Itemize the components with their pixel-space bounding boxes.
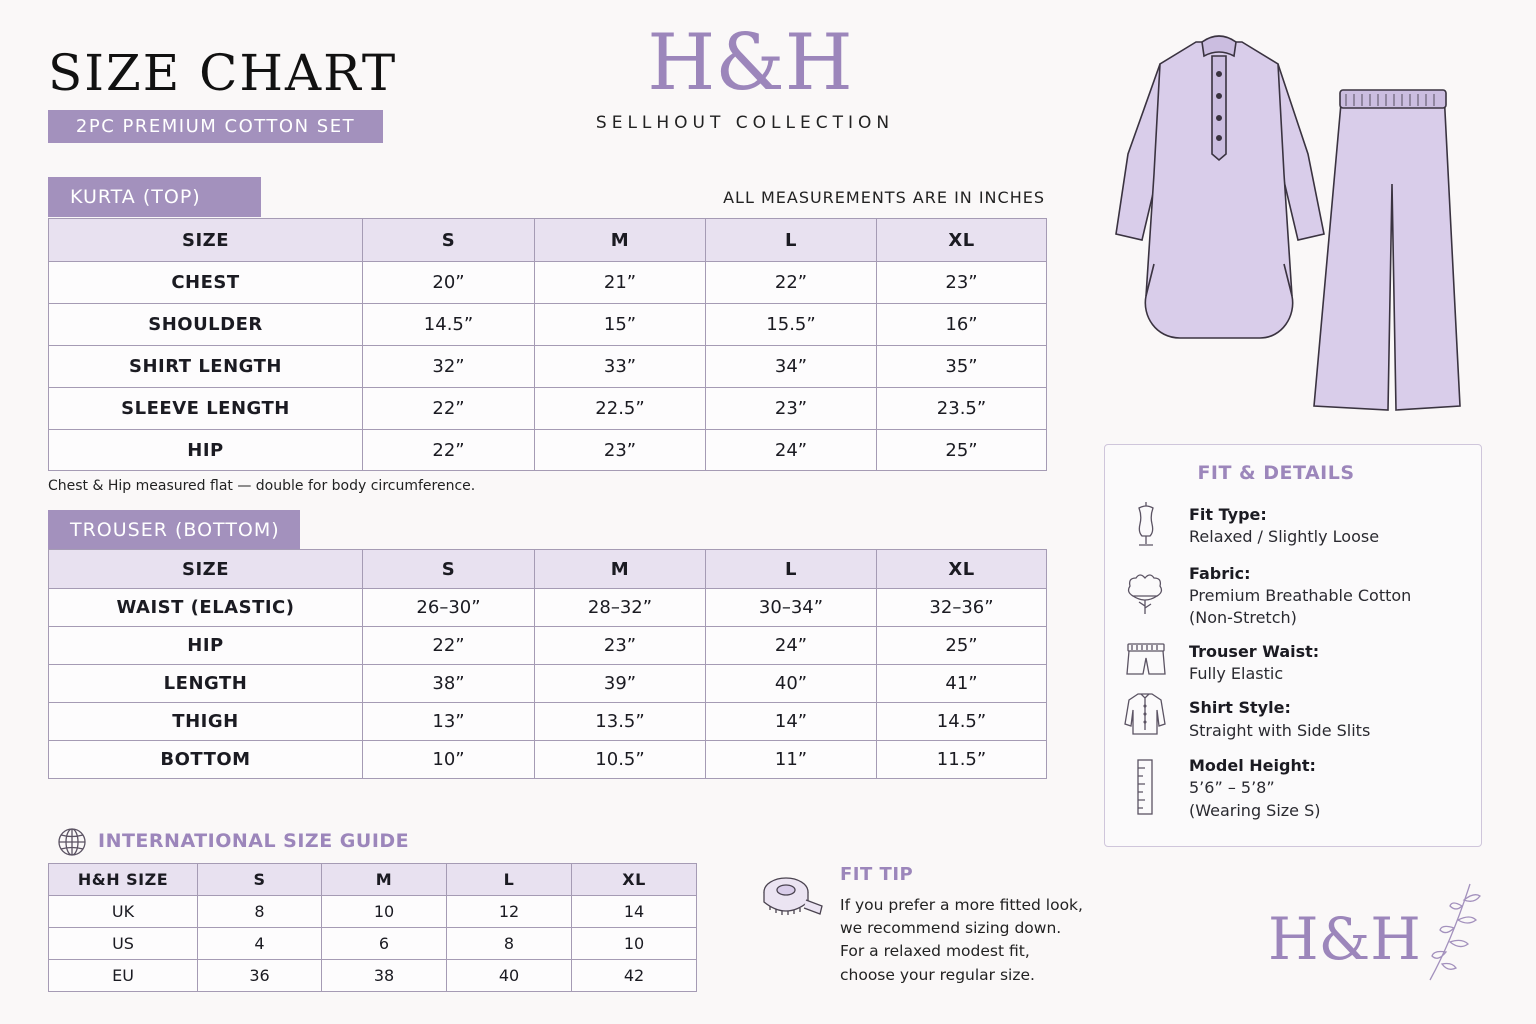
table-cell: 22” [363, 388, 535, 430]
table-cell: 32” [363, 346, 535, 388]
trouser-waist-label: Trouser Waist: [1189, 642, 1320, 661]
trouser-section-tab: TROUSER (BOTTOM) [48, 510, 300, 549]
measuring-tape-icon [760, 870, 826, 922]
row-label: SLEEVE LENGTH [49, 388, 363, 430]
table-cell: 35” [877, 346, 1047, 388]
table-row [49, 703, 1047, 741]
fit-tip-line: we recommend sizing down. [840, 919, 1062, 937]
table-cell: 40” [706, 665, 877, 703]
table-row [49, 896, 697, 928]
shirt-style-label: Shirt Style: [1189, 698, 1291, 717]
table-row [49, 928, 697, 960]
row-label: HIP [49, 627, 363, 665]
cotton-flower-icon [1124, 570, 1166, 618]
row-label: UK [49, 896, 198, 928]
fit-type-value: Relaxed / Slightly Loose [1189, 527, 1380, 546]
column-header: XL [572, 864, 697, 896]
row-label: BOTTOM [49, 741, 363, 779]
table-cell: 24” [706, 430, 877, 471]
table-cell: 10” [363, 741, 535, 779]
table-cell: 12 [447, 896, 572, 928]
column-header: M [535, 550, 706, 589]
brand-logo: H&H [647, 18, 853, 108]
table-cell: 20” [363, 262, 535, 304]
trouser-waist-icon [1124, 636, 1168, 684]
table-row [49, 430, 1047, 471]
table-cell: 22” [706, 262, 877, 304]
table-cell: 36 [198, 960, 322, 992]
table-cell: 11.5” [877, 741, 1047, 779]
units-note: ALL MEASUREMENTS ARE IN INCHES [723, 188, 1045, 207]
kurta-footnote: Chest & Hip measured flat — double for body circumference. [48, 478, 476, 494]
table-cell: 42 [572, 960, 697, 992]
model-height-label: Model Height: [1189, 756, 1316, 775]
ruler-icon [1128, 758, 1164, 816]
table-cell: 41” [877, 665, 1047, 703]
table-row [49, 665, 1047, 703]
model-height-value: 5’6” – 5’8” [1189, 778, 1275, 797]
table-cell: 23” [535, 430, 706, 471]
fit-tip-line: For a relaxed modest fit, [840, 942, 1030, 960]
row-label: WAIST (ELASTIC) [49, 589, 363, 627]
table-row [49, 960, 697, 992]
column-header: SIZE [49, 550, 363, 589]
table-cell: 33” [535, 346, 706, 388]
column-header: L [706, 550, 877, 589]
column-header: L [706, 219, 877, 262]
table-row [49, 304, 1047, 346]
footer-brand-logo: H&H [1268, 905, 1421, 973]
table-cell: 15.5” [706, 304, 877, 346]
table-header-row [49, 550, 1047, 589]
table-cell: 22” [363, 627, 535, 665]
table-cell: 10.5” [535, 741, 706, 779]
table-cell: 14 [572, 896, 697, 928]
table-cell: 10 [322, 896, 447, 928]
table-cell: 38” [363, 665, 535, 703]
row-label: THIGH [49, 703, 363, 741]
column-header: H&H SIZE [49, 864, 198, 896]
collection-name: SELLHOUT COLLECTION [595, 113, 895, 133]
table-cell: 8 [198, 896, 322, 928]
international-guide-title: INTERNATIONAL SIZE GUIDE [98, 830, 410, 852]
table-header-row [49, 864, 697, 896]
globe-icon [57, 827, 87, 857]
table-cell: 26–30” [363, 589, 535, 627]
table-cell: 38 [322, 960, 447, 992]
table-cell: 23” [706, 388, 877, 430]
row-label: US [49, 928, 198, 960]
table-row [49, 388, 1047, 430]
table-cell: 4 [198, 928, 322, 960]
kurta-illustration [1116, 36, 1324, 338]
table-row [49, 589, 1047, 627]
table-cell: 28–32” [535, 589, 706, 627]
fit-details-title: FIT & DETAILS [1197, 462, 1355, 484]
table-row [49, 741, 1047, 779]
column-header: L [447, 864, 572, 896]
row-label: EU [49, 960, 198, 992]
page-title: SIZE CHART [48, 44, 398, 102]
table-cell: 14.5” [877, 703, 1047, 741]
shirt-style-value: Straight with Side Slits [1189, 721, 1371, 740]
shirt-icon [1123, 690, 1167, 738]
table-cell: 22” [363, 430, 535, 471]
table-cell: 8 [447, 928, 572, 960]
trouser-waist-value: Fully Elastic [1189, 664, 1284, 683]
column-header: S [198, 864, 322, 896]
fabric-value-note: (Non-Stretch) [1189, 608, 1297, 627]
row-label: LENGTH [49, 665, 363, 703]
table-cell: 30–34” [706, 589, 877, 627]
trouser-illustration [1314, 90, 1460, 410]
table-cell: 32–36” [877, 589, 1047, 627]
table-cell: 14” [706, 703, 877, 741]
table-cell: 22.5” [535, 388, 706, 430]
kurta-section-tab: KURTA (TOP) [48, 177, 261, 217]
table-cell: 24” [706, 627, 877, 665]
table-cell: 23” [877, 262, 1047, 304]
table-cell: 15” [535, 304, 706, 346]
row-label: HIP [49, 430, 363, 471]
fit-type-label: Fit Type: [1189, 505, 1267, 524]
table-cell: 6 [322, 928, 447, 960]
table-cell: 34” [706, 346, 877, 388]
table-cell: 23” [535, 627, 706, 665]
fit-tip-line: choose your regular size. [840, 966, 1035, 984]
column-header: M [322, 864, 447, 896]
column-header: S [363, 550, 535, 589]
row-label: SHOULDER [49, 304, 363, 346]
column-header: SIZE [49, 219, 363, 262]
fabric-value: Premium Breathable Cotton [1189, 586, 1412, 605]
subtitle-tag: 2PC PREMIUM COTTON SET [48, 110, 383, 143]
table-cell: 16” [877, 304, 1047, 346]
garment-illustration [1110, 34, 1470, 419]
leaf-sprig-icon [1424, 880, 1488, 984]
table-cell: 25” [877, 430, 1047, 471]
row-label: SHIRT LENGTH [49, 346, 363, 388]
trouser-size-table [48, 549, 1047, 779]
table-cell: 10 [572, 928, 697, 960]
kurta-size-table [48, 218, 1047, 471]
column-header: XL [877, 219, 1047, 262]
column-header: S [363, 219, 535, 262]
table-row [49, 627, 1047, 665]
table-cell: 39” [535, 665, 706, 703]
table-header-row [49, 219, 1047, 262]
table-row [49, 262, 1047, 304]
column-header: M [535, 219, 706, 262]
table-cell: 11” [706, 741, 877, 779]
column-header: XL [877, 550, 1047, 589]
international-size-table [48, 863, 697, 992]
model-size-note: (Wearing Size S) [1189, 801, 1321, 820]
fabric-label: Fabric: [1189, 564, 1251, 583]
table-cell: 23.5” [877, 388, 1047, 430]
fit-tip-title: FIT TIP [840, 864, 914, 885]
table-row [49, 346, 1047, 388]
fit-tip-line: If you prefer a more fitted look, [840, 896, 1083, 914]
table-cell: 25” [877, 627, 1047, 665]
row-label: CHEST [49, 262, 363, 304]
table-cell: 40 [447, 960, 572, 992]
table-cell: 13” [363, 703, 535, 741]
dress-form-icon [1128, 500, 1164, 548]
table-cell: 14.5” [363, 304, 535, 346]
table-cell: 21” [535, 262, 706, 304]
table-cell: 13.5” [535, 703, 706, 741]
